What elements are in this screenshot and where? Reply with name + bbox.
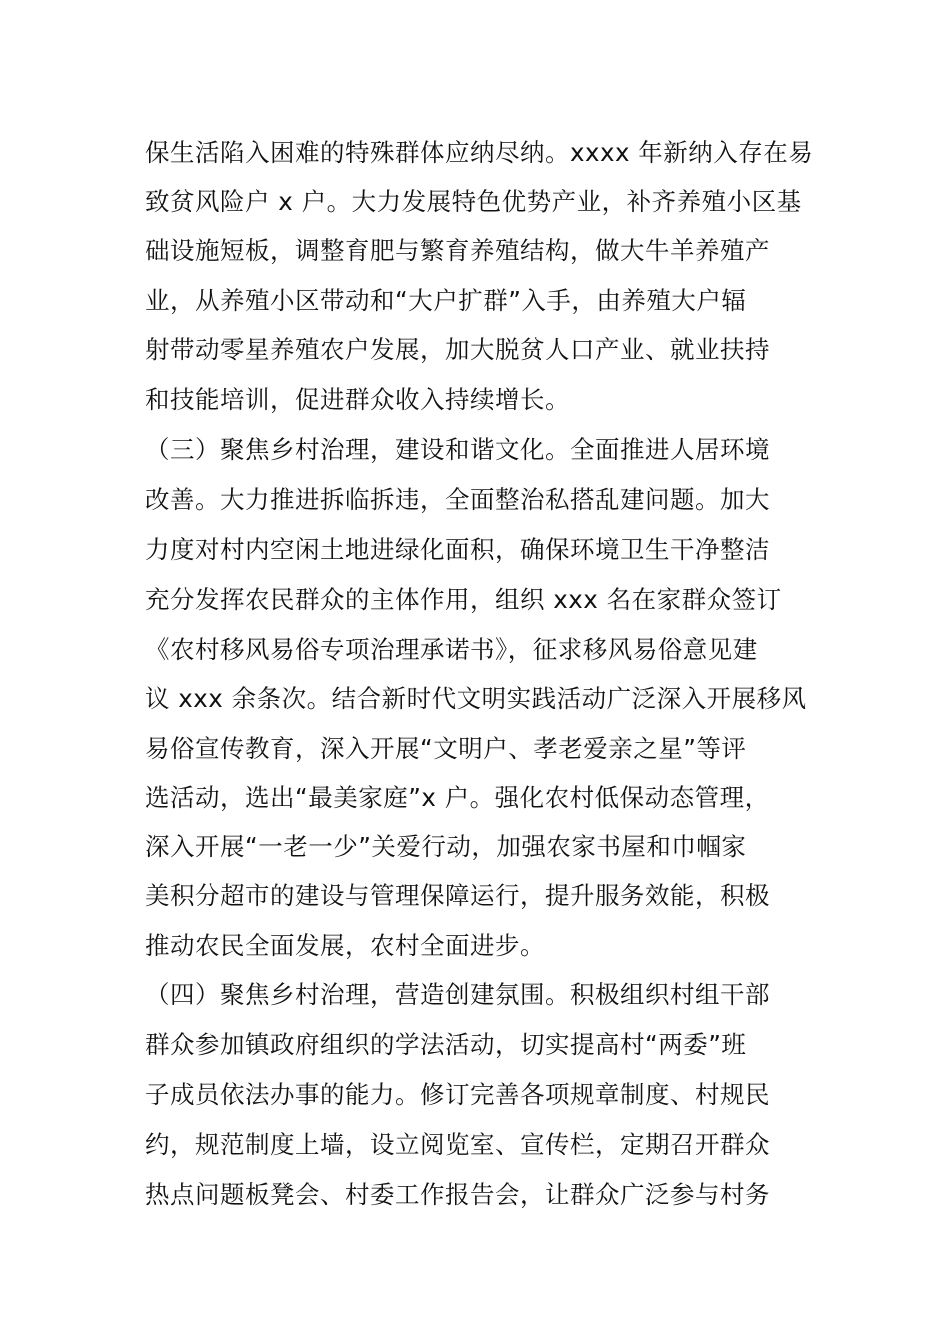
text-line: 子成员依法办事的能力。修订完善各项规章制度、村规民 [145,1080,770,1109]
text-line: 致贫风险户 x 户。大力发展特色优势产业，补齐养殖小区基 [145,187,802,216]
text-line: 改善。大力推进拆临拆违，全面整治私搭乱建问题。加大 [145,485,770,514]
text-line: 议 xxx 余条次。结合新时代文明实践活动广泛深入开展移风 [145,684,807,713]
text-line: 充分发挥农民群众的主体作用，组织 xxx 名在家群众签订 [145,585,782,614]
text-line: 约，规范制度上墙，设立阅览室、宣传栏，定期召开群众 [145,1130,770,1159]
text-line: 射带动零星养殖农户发展，加大脱贫人口产业、就业扶持 [145,335,770,364]
text-line: 力度对村内空闲土地进绿化面积，确保环境卫生干净整洁 [145,535,770,564]
text-line: 业，从养殖小区带动和“大户扩群”入手，由养殖大户辐 [145,286,747,315]
text-line: 热点问题板凳会、村委工作报告会，让群众广泛参与村务 [145,1180,770,1209]
text-line: 选活动，选出“最美家庭”x 户。强化农村低保动态管理， [145,783,770,812]
text-line: 和技能培训，促进群众收入持续增长。 [145,385,570,414]
text-line: 易俗宣传教育，深入开展“文明户、孝老爱亲之星”等评 [145,734,747,763]
text-line: 《农村移风易俗专项治理承诺书》，征求移风易俗意见建 [145,635,758,664]
text-line: 深入开展“一老一少”关爱行动，加强农家书屋和巾帼家 [145,832,747,861]
text-line: 推动农民全面发展，农村全面进步。 [145,931,545,960]
text-line: （三）聚焦乡村治理，建设和谐文化。全面推进人居环境 [145,435,770,464]
text-line: 美积分超市的建设与管理保障运行，提升服务效能，积极 [145,881,770,910]
text-line: （四）聚焦乡村治理，营造创建氛围。积极组织村组干部 [145,980,770,1009]
text-line: 群众参加镇政府组织的学法活动，切实提高村“两委”班 [145,1030,747,1059]
text-line: 保生活陷入困难的特殊群体应纳尽纳。xxxx 年新纳入存在易 [145,138,814,167]
text-line: 础设施短板，调整育肥与繁育养殖结构，做大牛羊养殖产 [145,236,770,265]
